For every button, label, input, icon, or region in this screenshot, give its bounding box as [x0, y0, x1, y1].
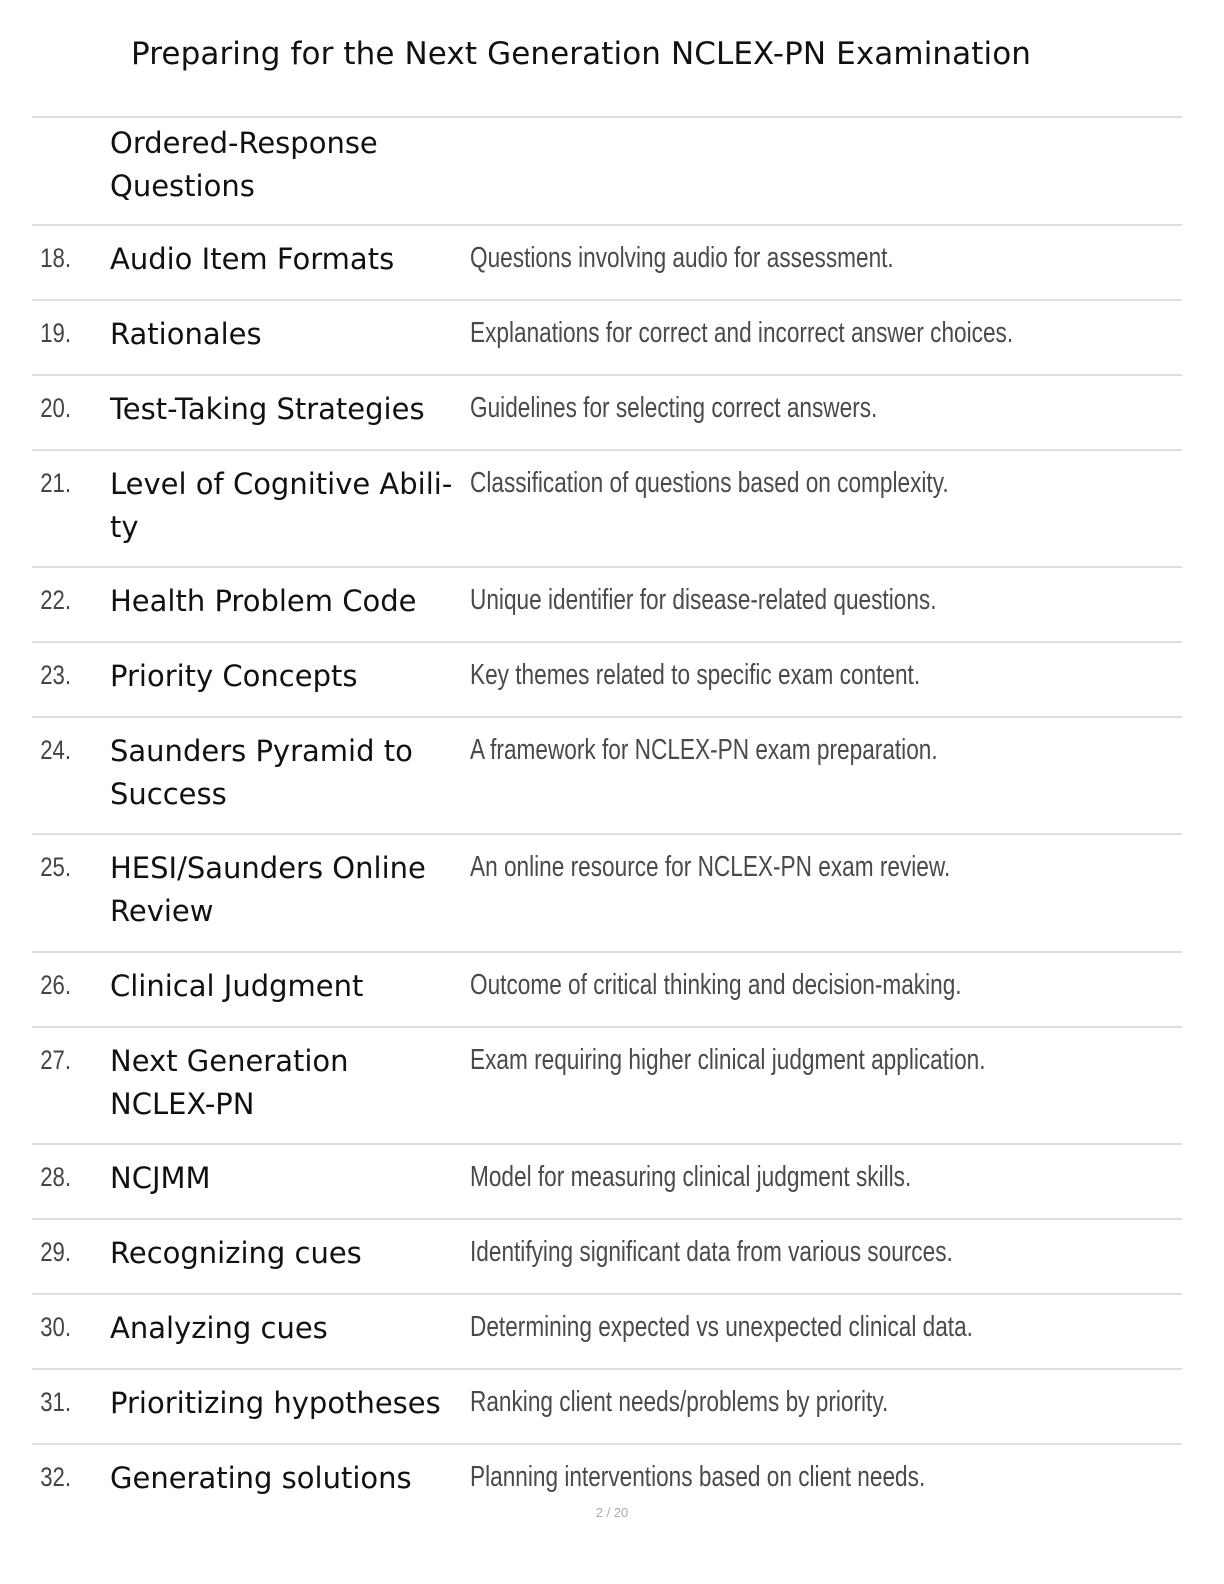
row-description: Questions involving audio for assessment.	[470, 242, 894, 274]
row-number: 28.	[40, 1162, 71, 1192]
table-row	[32, 1145, 1182, 1220]
row-term: Level of Cognitive Abili- ty	[110, 467, 453, 544]
row-number: 27.	[40, 1045, 71, 1075]
table-row	[32, 1370, 1182, 1445]
row-number: 22.	[40, 585, 71, 615]
row-term: Analyzing cues	[110, 1311, 328, 1345]
row-number: 31.	[40, 1387, 71, 1417]
row-number: 21.	[40, 468, 71, 498]
row-description: Determining expected vs unexpected clinical data.	[470, 1311, 973, 1343]
row-description: Guidelines for selecting correct answers.	[470, 392, 878, 424]
row-term: Priority Concepts	[110, 659, 358, 693]
row-number: 19.	[40, 318, 71, 348]
page-title: Preparing for the Next Generation NCLEX-PN Examination	[131, 36, 1032, 72]
table-row	[32, 568, 1182, 643]
row-number: 23.	[40, 660, 71, 690]
table-row	[32, 1445, 1182, 1513]
table-row	[32, 1295, 1182, 1370]
row-number: 32.	[40, 1462, 71, 1492]
row-description: Explanations for correct and incorrect answer choices.	[470, 317, 1014, 349]
table-row	[32, 1220, 1182, 1295]
page-number: 2 / 20	[595, 1505, 629, 1520]
row-number: 20.	[40, 393, 71, 423]
table-row	[32, 953, 1182, 1028]
row-description: A framework for NCLEX-PN exam preparation.	[470, 734, 938, 766]
row-description: An online resource for NCLEX-PN exam review.	[470, 851, 951, 883]
table-row	[32, 226, 1182, 301]
row-term: Recognizing cues	[110, 1236, 362, 1270]
row-description: Planning interventions based on client needs.	[470, 1461, 926, 1493]
row-term: Generating solutions	[110, 1461, 412, 1495]
row-term: Test-Taking Strategies	[110, 392, 425, 426]
row-description: Identifying significant data from various sources.	[470, 1236, 953, 1268]
table-row	[32, 118, 1182, 226]
row-term: Next Generation NCLEX-PN	[110, 1044, 349, 1121]
row-number: 25.	[40, 852, 71, 882]
row-number: 18.	[40, 243, 71, 273]
row-description: Unique identifier for disease-related questions.	[470, 584, 937, 616]
table-row	[32, 718, 1182, 835]
row-term: HESI/Saunders Online Review	[110, 851, 426, 928]
row-number: 30.	[40, 1312, 71, 1342]
row-term: Rationales	[110, 317, 262, 351]
table-row	[32, 301, 1182, 376]
row-term: Health Problem Code	[110, 584, 417, 618]
row-term: Clinical Judgment	[110, 969, 364, 1003]
table-row	[32, 451, 1182, 568]
row-term: Saunders Pyramid to Success	[110, 734, 413, 811]
row-term: Prioritizing hypotheses	[110, 1386, 441, 1420]
row-description: Classification of questions based on complexity.	[470, 467, 949, 499]
row-term: Ordered-Response Questions	[110, 126, 378, 203]
table-row	[32, 1028, 1182, 1145]
table-row	[32, 376, 1182, 451]
row-description: Key themes related to specific exam content.	[470, 659, 921, 691]
row-term: NCJMM	[110, 1161, 211, 1195]
row-term: Audio Item Formats	[110, 242, 395, 276]
row-description: Exam requiring higher clinical judgment application.	[470, 1044, 986, 1076]
row-description: Outcome of critical thinking and decision-making.	[470, 969, 962, 1001]
table-row	[32, 835, 1182, 953]
row-description: Model for measuring clinical judgment skills.	[470, 1161, 912, 1193]
terms-table	[32, 116, 1182, 1513]
row-number: 29.	[40, 1237, 71, 1267]
row-description: Ranking client needs/problems by priority.	[470, 1386, 889, 1418]
row-number: 26.	[40, 970, 71, 1000]
table-row	[32, 643, 1182, 718]
row-number: 24.	[40, 735, 71, 765]
